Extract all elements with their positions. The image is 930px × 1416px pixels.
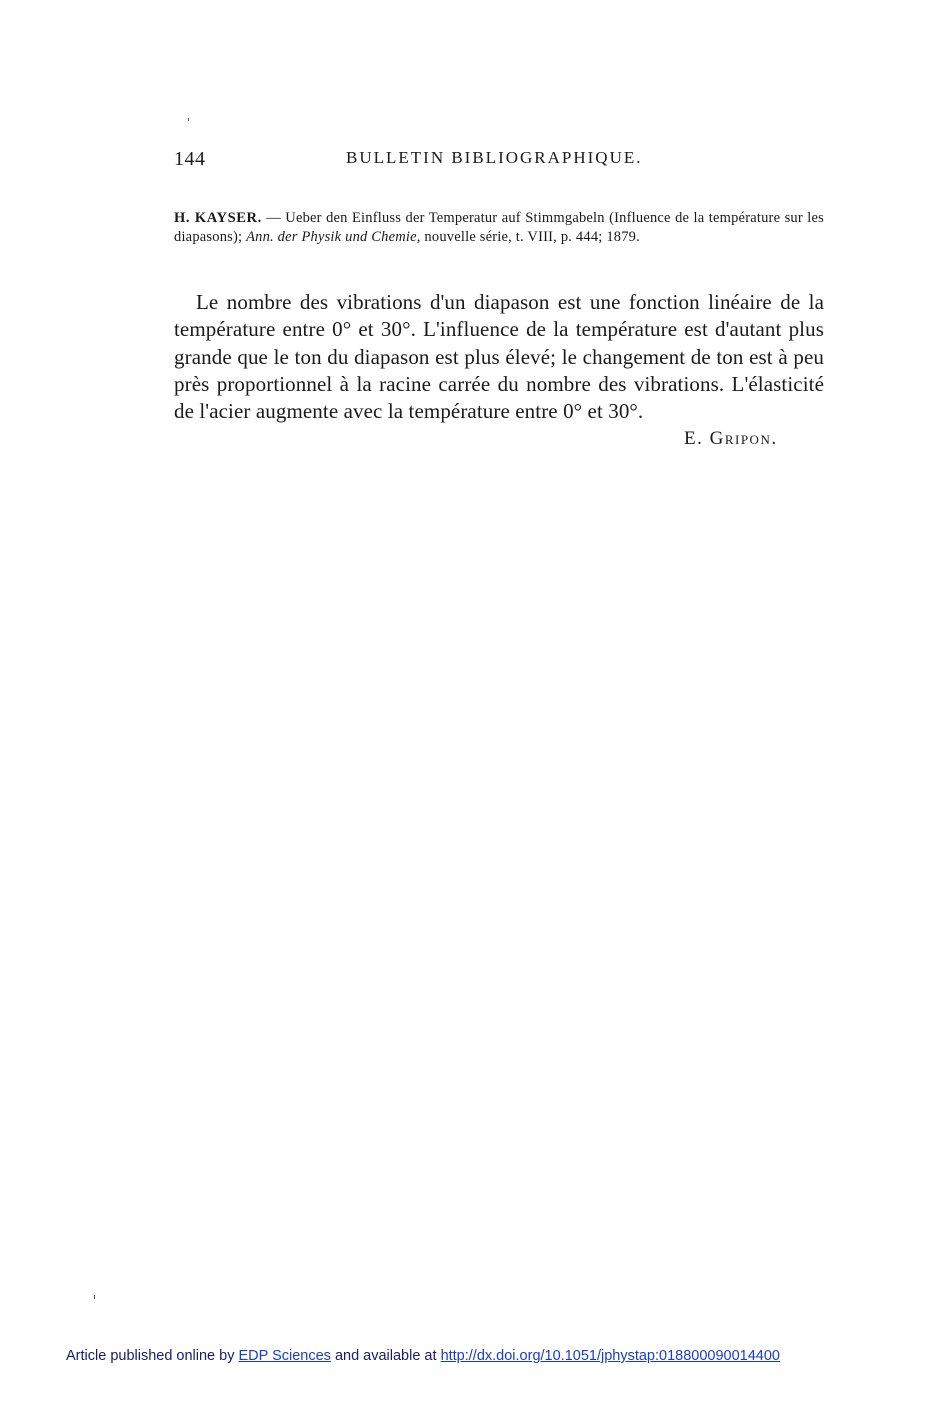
scan-mark-top xyxy=(188,118,189,121)
footer-middle: and available at xyxy=(330,1348,441,1364)
signature-name: Gripon. xyxy=(709,428,778,449)
citation-volume: nouvelle série, t. VIII, p. 444; 1879. xyxy=(420,229,640,245)
running-title: BULLETIN BIBLIOGRAPHIQUE. xyxy=(346,148,643,167)
signature-initial: E. xyxy=(684,428,704,449)
citation-journal: Ann. der Physik und Chemie, xyxy=(246,229,421,245)
page-header xyxy=(174,148,822,174)
citation-title: — Ueber den Einfluss der Temperatur auf Stimmgabeln (Influence de la température sur les diapasons); xyxy=(174,210,824,245)
citation-author: H. KAYSER. xyxy=(174,210,262,226)
bibliographic-citation xyxy=(174,209,824,247)
doi-link[interactable]: http://dx.doi.org/10.1051/jphystap:018800090014400 xyxy=(440,1348,780,1364)
scan-mark-bottom xyxy=(94,1295,95,1299)
reviewer-signature xyxy=(684,428,778,450)
publication-footer xyxy=(66,1348,780,1364)
footer-prefix: Article published online by xyxy=(66,1348,239,1364)
publisher-link[interactable]: EDP Sciences xyxy=(238,1348,331,1364)
page-number: 144 xyxy=(174,148,206,170)
abstract-paragraph: Le nombre des vibrations d'un diapason est une fonction linéaire de la température entre 0° et 30°. L'influence de la température est d'autant plus grande que le ton du diapason est plus élevé; le changement de ton est à peu près proportionnel à la racine carrée du nombre des vibrations. L'élasticité de l'acier augmente avec la température entre 0° et 30°. xyxy=(174,290,824,424)
